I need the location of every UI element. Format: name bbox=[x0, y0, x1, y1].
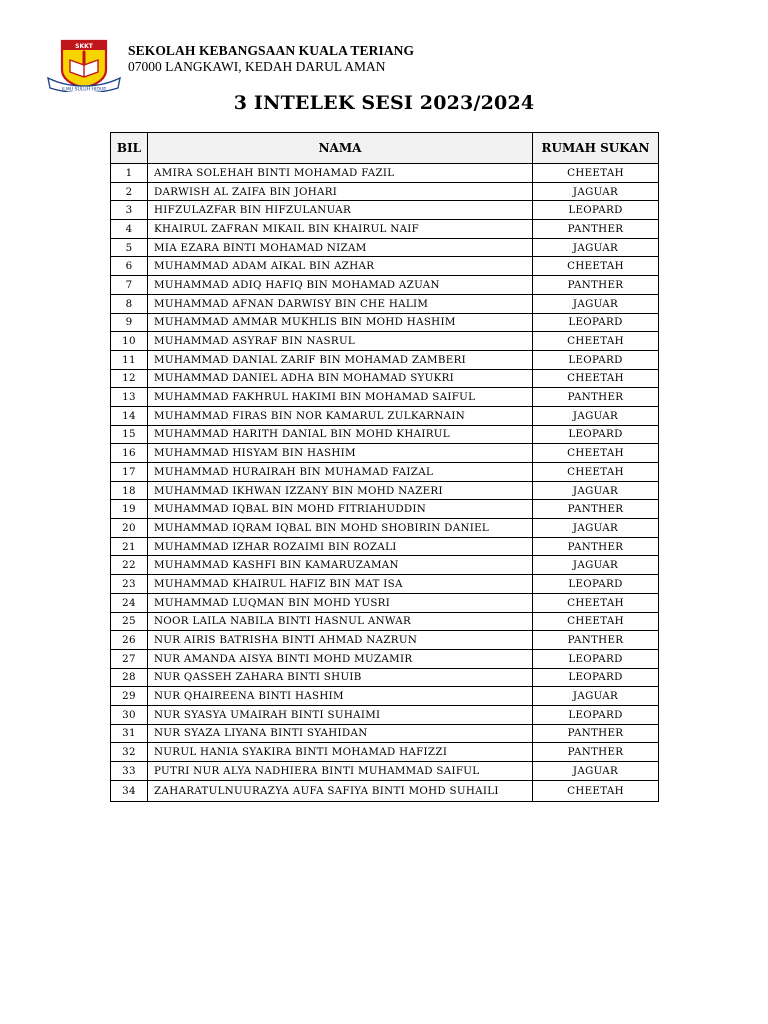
cell-nama: MIA EZARA BINTI MOHAMAD NIZAM bbox=[148, 238, 533, 257]
table-row bbox=[111, 687, 659, 706]
cell-nama: MUHAMMAD KHAIRUL HAFIZ BIN MAT ISA bbox=[148, 575, 533, 594]
cell-nama: PUTRI NUR ALYA NADHIERA BINTI MUHAMMAD SAIFUL bbox=[148, 762, 533, 781]
cell-bil: 25 bbox=[111, 612, 148, 631]
table-row bbox=[111, 593, 659, 612]
cell-nama: MUHAMMAD IQBAL BIN MOHD FITRIAHUDDIN bbox=[148, 500, 533, 519]
cell-nama: NUR QASSEH ZAHARA BINTI SHUIB bbox=[148, 668, 533, 687]
cell-bil: 13 bbox=[111, 388, 148, 407]
cell-bil: 17 bbox=[111, 463, 148, 482]
table-row bbox=[111, 724, 659, 743]
cell-bil: 22 bbox=[111, 556, 148, 575]
cell-rumah-sukan: PANTHER bbox=[533, 220, 659, 239]
table-row bbox=[111, 220, 659, 239]
cell-nama: MUHAMMAD ASYRAF BIN NASRUL bbox=[148, 332, 533, 351]
cell-rumah-sukan: LEOPARD bbox=[533, 425, 659, 444]
table-row bbox=[111, 649, 659, 668]
cell-rumah-sukan: LEOPARD bbox=[533, 705, 659, 724]
cell-nama: MUHAMMAD FAKHRUL HAKIMI BIN MOHAMAD SAIFUL bbox=[148, 388, 533, 407]
cell-bil: 27 bbox=[111, 649, 148, 668]
cell-rumah-sukan: CHEETAH bbox=[533, 780, 659, 801]
table-row bbox=[111, 425, 659, 444]
cell-nama: MUHAMMAD AFNAN DARWISY BIN CHE HALIM bbox=[148, 294, 533, 313]
table-row bbox=[111, 705, 659, 724]
table-body bbox=[111, 164, 659, 802]
cell-rumah-sukan: CHEETAH bbox=[533, 593, 659, 612]
table-row bbox=[111, 556, 659, 575]
cell-rumah-sukan: PANTHER bbox=[533, 276, 659, 295]
cell-bil: 23 bbox=[111, 575, 148, 594]
table-row bbox=[111, 575, 659, 594]
cell-nama: MUHAMMAD FIRAS BIN NOR KAMARUL ZULKARNAIN bbox=[148, 406, 533, 425]
cell-bil: 20 bbox=[111, 519, 148, 538]
table-row bbox=[111, 276, 659, 295]
cell-rumah-sukan: CHEETAH bbox=[533, 444, 659, 463]
cell-bil: 32 bbox=[111, 743, 148, 762]
cell-rumah-sukan: JAGUAR bbox=[533, 519, 659, 538]
cell-bil: 29 bbox=[111, 687, 148, 706]
school-name: SEKOLAH KEBANGSAAN KUALA TERIANG bbox=[128, 43, 415, 58]
cell-bil: 16 bbox=[111, 444, 148, 463]
cell-nama: HIFZULAZFAR BIN HIFZULANUAR bbox=[148, 201, 533, 220]
cell-rumah-sukan: LEOPARD bbox=[533, 575, 659, 594]
cell-nama: MUHAMMAD IKHWAN IZZANY BIN MOHD NAZERI bbox=[148, 481, 533, 500]
cell-bil: 8 bbox=[111, 294, 148, 313]
cell-bil: 11 bbox=[111, 350, 148, 369]
cell-nama: NUR QHAIREENA BINTI HASHIM bbox=[148, 687, 533, 706]
table-row bbox=[111, 294, 659, 313]
table-row bbox=[111, 201, 659, 220]
table-header-row bbox=[111, 133, 659, 164]
cell-nama: MUHAMMAD ADAM AIKAL BIN AZHAR bbox=[148, 257, 533, 276]
cell-bil: 7 bbox=[111, 276, 148, 295]
cell-rumah-sukan: PANTHER bbox=[533, 631, 659, 650]
table-row bbox=[111, 313, 659, 332]
cell-nama: MUHAMMAD AMMAR MUKHLIS BIN MOHD HASHIM bbox=[148, 313, 533, 332]
cell-bil: 1 bbox=[111, 164, 148, 183]
cell-bil: 2 bbox=[111, 182, 148, 201]
table-row bbox=[111, 406, 659, 425]
cell-nama: AMIRA SOLEHAH BINTI MOHAMAD FAZIL bbox=[148, 164, 533, 183]
cell-bil: 6 bbox=[111, 257, 148, 276]
table-row bbox=[111, 182, 659, 201]
school-address: 07000 LANGKAWI, KEDAH DARUL AMAN bbox=[128, 59, 386, 74]
table-row bbox=[111, 257, 659, 276]
cell-rumah-sukan: LEOPARD bbox=[533, 313, 659, 332]
cell-rumah-sukan: CHEETAH bbox=[533, 257, 659, 276]
school-logo-icon bbox=[44, 38, 124, 92]
cell-nama: KHAIRUL ZAFRAN MIKAIL BIN KHAIRUL NAIF bbox=[148, 220, 533, 239]
cell-bil: 14 bbox=[111, 406, 148, 425]
cell-rumah-sukan: JAGUAR bbox=[533, 238, 659, 257]
cell-bil: 18 bbox=[111, 481, 148, 500]
column-header-nama: NAMA bbox=[148, 133, 533, 164]
table-row bbox=[111, 369, 659, 388]
table-row bbox=[111, 519, 659, 538]
cell-nama: NOOR LAILA NABILA BINTI HASNUL ANWAR bbox=[148, 612, 533, 631]
logo-motto-text: ILMU SULUH HIDUP bbox=[61, 87, 107, 92]
table-row bbox=[111, 500, 659, 519]
cell-nama: MUHAMMAD DANIEL ADHA BIN MOHAMAD SYUKRI bbox=[148, 369, 533, 388]
cell-bil: 34 bbox=[111, 780, 148, 801]
page-title: 3 INTELEK SESI 2023/2024 bbox=[233, 92, 535, 114]
cell-rumah-sukan: JAGUAR bbox=[533, 406, 659, 425]
table-row bbox=[111, 350, 659, 369]
table-row bbox=[111, 164, 659, 183]
cell-rumah-sukan: JAGUAR bbox=[533, 182, 659, 201]
cell-rumah-sukan: LEOPARD bbox=[533, 668, 659, 687]
table-row bbox=[111, 780, 659, 801]
cell-bil: 19 bbox=[111, 500, 148, 519]
cell-nama: NUR SYAZA LIYANA BINTI SYAHIDAN bbox=[148, 724, 533, 743]
school-header bbox=[40, 36, 740, 92]
cell-bil: 5 bbox=[111, 238, 148, 257]
cell-rumah-sukan: CHEETAH bbox=[533, 463, 659, 482]
cell-nama: MUHAMMAD KASHFI BIN KAMARUZAMAN bbox=[148, 556, 533, 575]
cell-rumah-sukan: JAGUAR bbox=[533, 294, 659, 313]
column-header-bil: BIL bbox=[111, 133, 148, 164]
table-row bbox=[111, 762, 659, 781]
cell-rumah-sukan: PANTHER bbox=[533, 388, 659, 407]
table-row bbox=[111, 332, 659, 351]
table-row bbox=[111, 388, 659, 407]
table-row bbox=[111, 481, 659, 500]
cell-bil: 4 bbox=[111, 220, 148, 239]
table-row bbox=[111, 238, 659, 257]
cell-rumah-sukan: PANTHER bbox=[533, 724, 659, 743]
cell-rumah-sukan: JAGUAR bbox=[533, 762, 659, 781]
cell-nama: NURUL HANIA SYAKIRA BINTI MOHAMAD HAFIZZI bbox=[148, 743, 533, 762]
cell-rumah-sukan: CHEETAH bbox=[533, 332, 659, 351]
cell-nama: ZAHARATULNUURAZYA AUFA SAFIYA BINTI MOHD SUHAILI bbox=[148, 780, 533, 801]
cell-rumah-sukan: CHEETAH bbox=[533, 164, 659, 183]
cell-rumah-sukan: LEOPARD bbox=[533, 201, 659, 220]
cell-nama: MUHAMMAD IQRAM IQBAL BIN MOHD SHOBIRIN DANIEL bbox=[148, 519, 533, 538]
table-row bbox=[111, 463, 659, 482]
cell-bil: 9 bbox=[111, 313, 148, 332]
cell-bil: 15 bbox=[111, 425, 148, 444]
cell-rumah-sukan: JAGUAR bbox=[533, 687, 659, 706]
table-row bbox=[111, 444, 659, 463]
cell-nama: MUHAMMAD HISYAM BIN HASHIM bbox=[148, 444, 533, 463]
cell-rumah-sukan: JAGUAR bbox=[533, 481, 659, 500]
cell-nama: MUHAMMAD HURAIRAH BIN MUHAMAD FAIZAL bbox=[148, 463, 533, 482]
cell-nama: MUHAMMAD IZHAR ROZAIMI BIN ROZALI bbox=[148, 537, 533, 556]
cell-rumah-sukan: PANTHER bbox=[533, 537, 659, 556]
cell-nama: NUR AIRIS BATRISHA BINTI AHMAD NAZRUN bbox=[148, 631, 533, 650]
table-row bbox=[111, 537, 659, 556]
cell-nama: NUR SYASYA UMAIRAH BINTI SUHAIMI bbox=[148, 705, 533, 724]
cell-rumah-sukan: JAGUAR bbox=[533, 556, 659, 575]
student-table bbox=[110, 132, 659, 802]
cell-rumah-sukan: LEOPARD bbox=[533, 350, 659, 369]
table-row bbox=[111, 631, 659, 650]
cell-rumah-sukan: PANTHER bbox=[533, 743, 659, 762]
cell-bil: 28 bbox=[111, 668, 148, 687]
table-row bbox=[111, 743, 659, 762]
cell-rumah-sukan: CHEETAH bbox=[533, 612, 659, 631]
cell-nama: NUR AMANDA AISYA BINTI MOHD MUZAMIR bbox=[148, 649, 533, 668]
cell-nama: MUHAMMAD DANIAL ZARIF BIN MOHAMAD ZAMBERI bbox=[148, 350, 533, 369]
cell-nama: MUHAMMAD HARITH DANIAL BIN MOHD KHAIRUL bbox=[148, 425, 533, 444]
cell-bil: 33 bbox=[111, 762, 148, 781]
cell-bil: 10 bbox=[111, 332, 148, 351]
cell-rumah-sukan: CHEETAH bbox=[533, 369, 659, 388]
cell-rumah-sukan: PANTHER bbox=[533, 500, 659, 519]
cell-rumah-sukan: LEOPARD bbox=[533, 649, 659, 668]
cell-nama: MUHAMMAD ADIQ HAFIQ BIN MOHAMAD AZUAN bbox=[148, 276, 533, 295]
cell-bil: 30 bbox=[111, 705, 148, 724]
cell-bil: 24 bbox=[111, 593, 148, 612]
table-row bbox=[111, 668, 659, 687]
cell-bil: 3 bbox=[111, 201, 148, 220]
cell-nama: DARWISH AL ZAIFA BIN JOHARI bbox=[148, 182, 533, 201]
cell-bil: 26 bbox=[111, 631, 148, 650]
cell-bil: 21 bbox=[111, 537, 148, 556]
column-header-rumah-sukan: RUMAH SUKAN bbox=[533, 133, 659, 164]
svg-text:SKKT: SKKT bbox=[75, 43, 93, 50]
cell-nama: MUHAMMAD LUQMAN BIN MOHD YUSRI bbox=[148, 593, 533, 612]
table-row bbox=[111, 612, 659, 631]
cell-bil: 12 bbox=[111, 369, 148, 388]
cell-bil: 31 bbox=[111, 724, 148, 743]
